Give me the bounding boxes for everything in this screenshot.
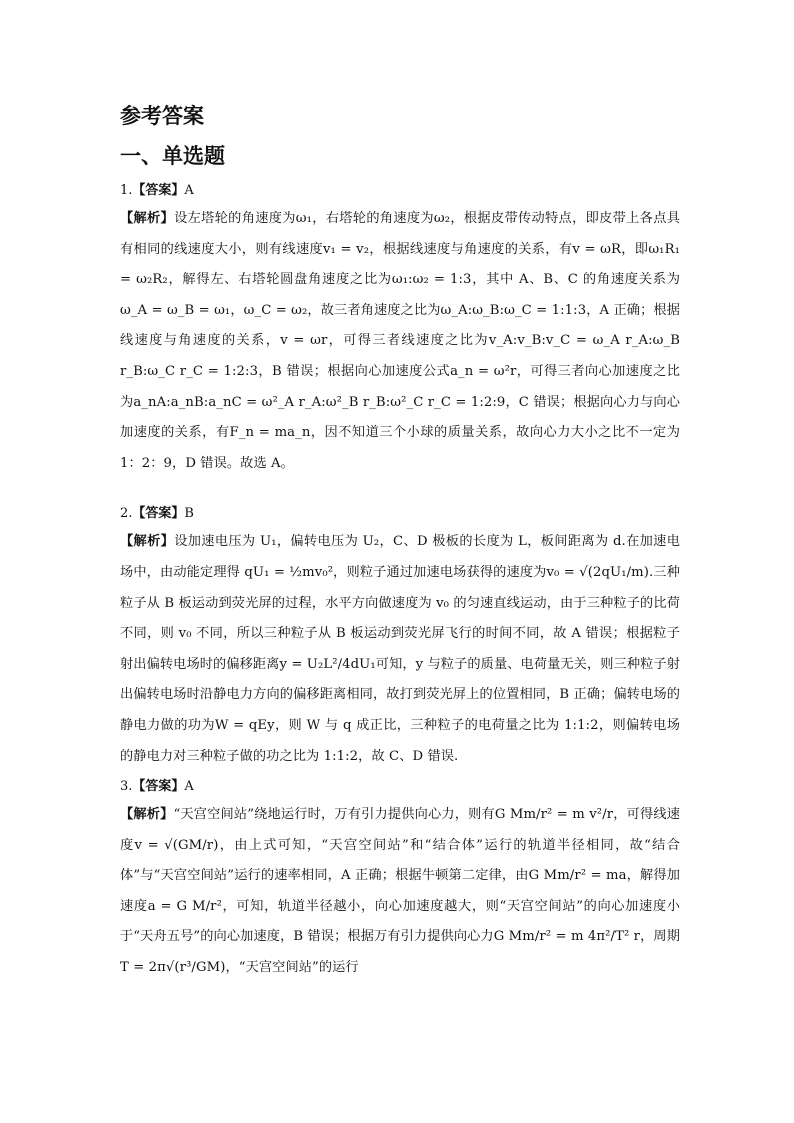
section-heading: 一、单选题 xyxy=(120,144,225,168)
explanation-text: “天宫空间站”绕地运行时，万有引力提供向心力，则有G Mm/r² = m v²/r，可得线速度v = √(GM/r)，由上式可知，“天宫空间站”和“结合体”运行的轨道半径相同，故“结合体”与“天宫空间站”运行的速率相同，A 正确；根据牛顿第二定律，由G Mm/r² = ma，解得加速度a = G M/r²，可知，轨道半径越小，向心加速度越大，则“天宫空间站”的向心加速度小于“天舟五号”的向心加速度，B 错误；根据万有引力提供向心力G Mm/r² = m 4π²/T² r，周期T = 2π√(r³/GM)，“天宫空间站”的运行 xyxy=(120,807,680,976)
spacer xyxy=(120,479,680,501)
answer-value: B xyxy=(184,506,194,522)
page-title: 参考答案 xyxy=(120,104,204,128)
question-1 xyxy=(120,178,680,479)
answer-page xyxy=(120,100,680,984)
explanation-tag: 【解析】 xyxy=(120,807,174,823)
explanation xyxy=(120,527,680,772)
explanation-text: 设左塔轮的角速度为ω₁，右塔轮的角速度为ω₂，根据皮带传动特点，即皮带上各点具有相同的线速度大小，则有线速度v₁ = v₂，根据线速度与角速度的关系，有v = ωR，即ω₁R₁ = ω₂R₂，解得左、右塔轮圆盘角速度之比为ω₁:ω₂ = 1:3，其中 A、B、C 的角速度关系为ω_A = ω_B = ω₁，ω_C = ω₂，故三者角速度之比为ω_A:ω_B:ω_C = 1:1:3，A 正确；根据线速度与角速度的关系，v = ωr，可得三者线速度之比为v_A:v_B:v_C = ω_A r_A:ω_B r_B:ω_C r_C = 1:2:3，B 错误；根据向心加速度公式a_n = ω²r，可得三者向心加速度之比为a_nA:a_nB:a_nC = ω²_A r_A:ω²_B r_B:ω²_C r_C = 1:2:9，C 错误；根据向心力与向心加速度的关系，有F_n = ma_n，因不知道三个小球的质量关系，故向心力大小之比不一定为 1：2：9，D 错误。故选 A。 xyxy=(120,211,680,471)
answer-line xyxy=(120,774,680,800)
answer-tag: 【答案】 xyxy=(132,183,185,198)
answer-value: A xyxy=(184,779,194,795)
question-number: 2. xyxy=(120,506,133,522)
answer-line xyxy=(120,501,680,527)
explanation xyxy=(120,800,680,984)
explanation-tag: 【解析】 xyxy=(120,534,175,550)
question-3 xyxy=(120,774,680,984)
question-number: 1. xyxy=(120,183,133,198)
answer-value: A xyxy=(184,183,194,198)
explanation-text: 设加速电压为 U₁，偏转电压为 U₂，C、D 极板的长度为 L，板间距离为 d.在加速电场中，由动能定理得 qU₁ = ½mv₀²，则粒子通过加速电场获得的速度为v₀ = √(2qU₁/m).三种粒子从 B 板运动到荧光屏的过程，水平方向做速度为 v₀ 的匀速直线运动，由于三种粒子的比荷不同，则 v₀ 不同，所以三种粒子从 B 板运动到荧光屏飞行的时间不同，故 A 错误；根据粒子射出偏转电场时的偏移距离y = U₂L²/4dU₁可知，y 与粒子的质量、电荷量无关，则三种粒子射出偏转电场时沿静电力方向的偏移距离相同，故打到荧光屏上的位置相同，B 正确；偏转电场的静电力做的功为W = qEy，则 W 与 q 成正比，三种粒子的电荷量之比为 1:1:2，则偏转电场的静电力对三种粒子做的功之比为 1:1:2，故 C、D 错误. xyxy=(120,534,681,764)
explanation xyxy=(120,204,680,479)
answer-tag: 【答案】 xyxy=(132,506,185,522)
answer-line xyxy=(120,178,680,204)
question-2 xyxy=(120,501,680,772)
explanation-tag: 【解析】 xyxy=(120,211,175,226)
answer-tag: 【答案】 xyxy=(132,779,185,795)
question-number: 3. xyxy=(120,779,133,795)
